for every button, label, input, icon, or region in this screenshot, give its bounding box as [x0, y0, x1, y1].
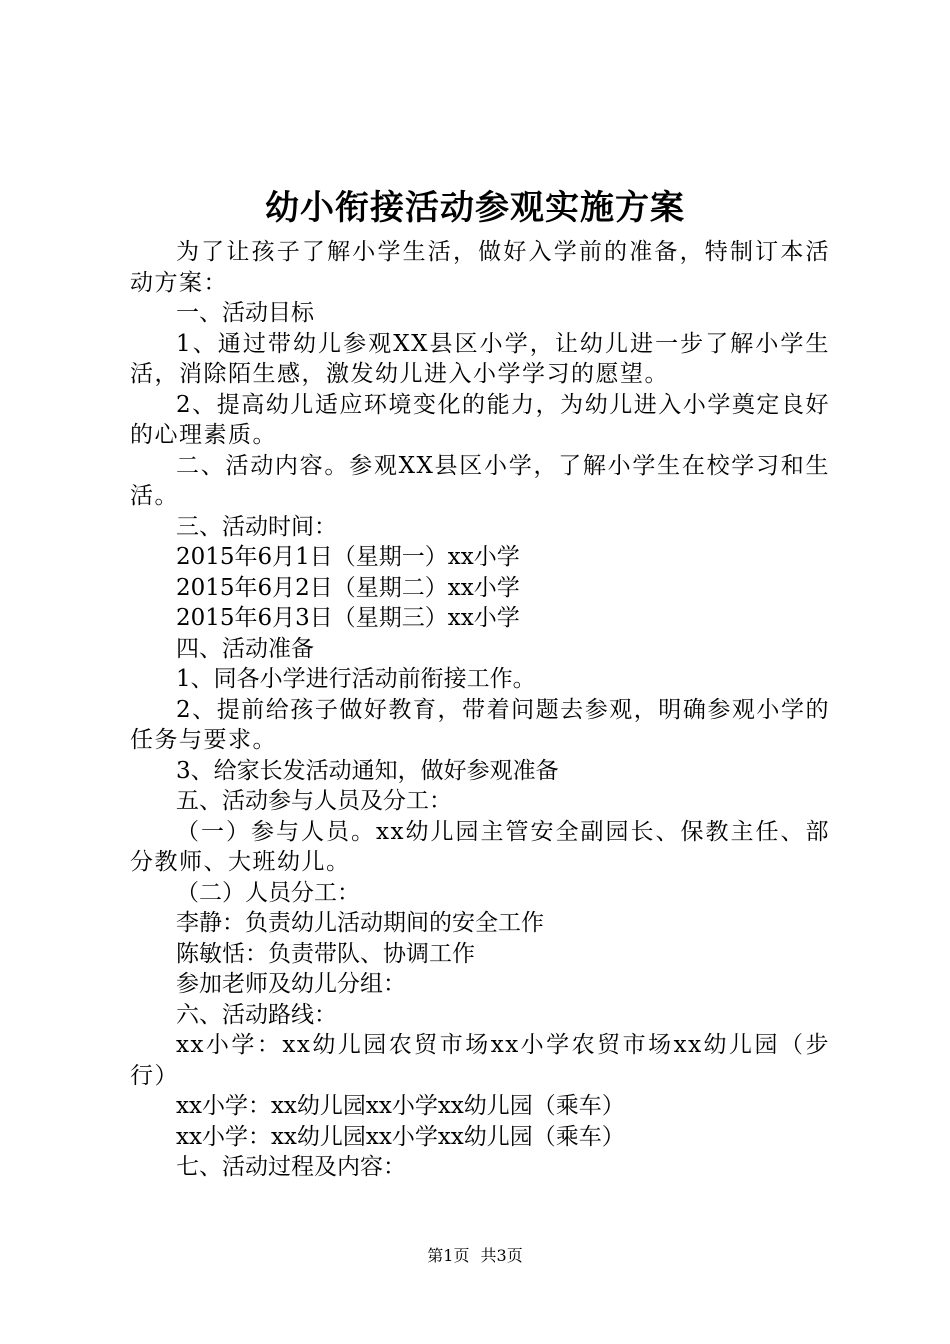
document-title: 幼小衔接活动参观实施方案	[265, 188, 685, 228]
document-body	[130, 237, 830, 1183]
paragraph-intro: 为了让孩子了解小学生活，做好入学前的准备，特制订本活动方案：	[130, 239, 830, 296]
route-bus-1: xx小学：xx幼儿园xx小学xx幼儿园（乘车）	[176, 1093, 625, 1119]
page-total: 共3页	[480, 1246, 523, 1265]
heading-goals: 一、活动目标	[176, 300, 314, 326]
route-bus-2: xx小学：xx幼儿园xx小学xx幼儿园（乘车）	[176, 1123, 625, 1150]
heading-division: （二）人员分工：	[176, 879, 360, 906]
paragraph-content: 二、活动内容。参观XX县区小学，了解小学生在校学习和生活。	[130, 452, 830, 509]
schedule-day-2: 2015年6月2日（星期二）xx小学	[176, 574, 520, 601]
prep-item-1: 1、同各小学进行活动前衔接工作。	[176, 666, 536, 692]
heading-participants: 五、活动参与人员及分工：	[176, 788, 452, 814]
division-item-2: 陈敏恬：负责带队、协调工作	[176, 940, 475, 967]
page-number: 第1页	[427, 1246, 470, 1265]
prep-item-2: 2、提前给孩子做好教育，带着问题去参观，明确参观小学的任务与要求。	[130, 696, 830, 753]
heading-preparation: 四、活动准备	[176, 635, 314, 662]
paragraph-goal-2: 2、提高幼儿适应环境变化的能力，为幼儿进入小学奠定良好的心理素质。	[130, 391, 830, 448]
page-footer	[0, 1246, 950, 1266]
heading-time: 三、活动时间：	[176, 513, 337, 540]
heading-process: 七、活动过程及内容：	[176, 1154, 406, 1180]
schedule-day-3: 2015年6月3日（星期三）xx小学	[176, 605, 520, 631]
schedule-day-1: 2015年6月1日（星期一）xx小学	[176, 544, 520, 570]
division-item-3: 参加老师及幼儿分组：	[176, 971, 406, 997]
participants-list: （一）参与人员。xx幼儿园主管安全副园长、保教主任、部分教师、大班幼儿。	[130, 818, 830, 875]
route-walk: xx小学：xx幼儿园农贸市场xx小学农贸市场xx幼儿园（步行）	[130, 1032, 830, 1089]
prep-item-3: 3、给家长发活动通知，做好参观准备	[176, 757, 559, 784]
paragraph-goal-1: 1、通过带幼儿参观XX县区小学，让幼儿进一步了解小学生活，消除陌生感，激发幼儿进入小学学习的愿望。	[130, 330, 830, 387]
division-item-1: 李静：负责幼儿活动期间的安全工作	[176, 910, 544, 936]
heading-route: 六、活动路线：	[176, 1001, 337, 1028]
